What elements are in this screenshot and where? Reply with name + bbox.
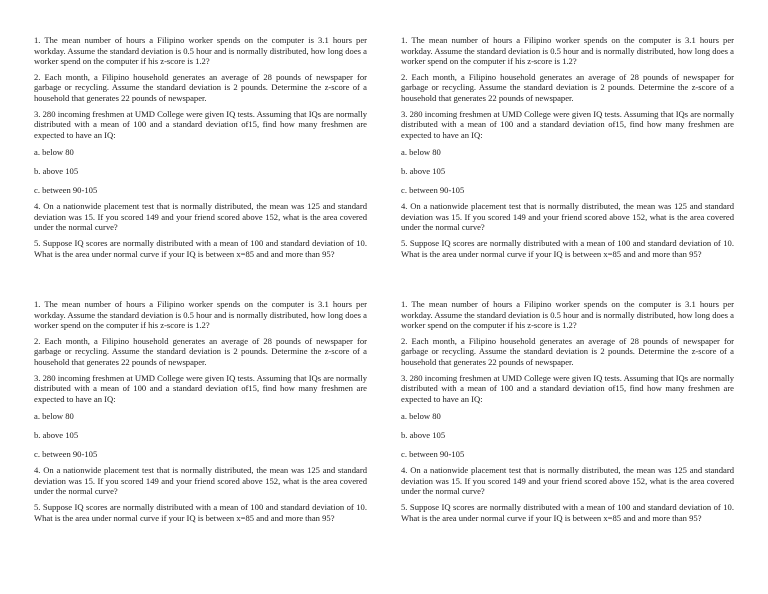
problem-3: 3. 280 incoming freshmen at UMD College were given IQ tests. Assuming that IQs are normally distributed with a mean of 100 and a standard deviation of15, find how many freshmen are expected to have an IQ: bbox=[34, 372, 367, 404]
problem-3: 3. 280 incoming freshmen at UMD College were given IQ tests. Assuming that IQs are normally distributed with a mean of 100 and a standard deviation of15, find how many freshmen are expected to have an IQ: bbox=[401, 108, 734, 140]
worksheet-copy-top-left bbox=[34, 35, 367, 259]
option-b: b. above 105 bbox=[401, 429, 446, 440]
problem-5: 5. Suppose IQ scores are normally distributed with a mean of 100 and standard deviation of 10. What is the area under normal curve if your IQ is between x=85 and and more than 95? bbox=[34, 237, 367, 259]
problem-5: 5. Suppose IQ scores are normally distributed with a mean of 100 and standard deviation of 10. What is the area under normal curve if your IQ is between x=85 and and more than 95? bbox=[401, 501, 734, 523]
option-b: b. above 105 bbox=[401, 165, 446, 176]
problem-1: 1. The mean number of hours a Filipino worker spends on the computer is 3.1 hours per workday. Assume the standard deviation is 0.5 hour and is normally distributed, how long does a worker spend on the computer if his z-score is 1.2? bbox=[34, 299, 367, 331]
option-c: c. between 90-105 bbox=[34, 448, 98, 459]
problem-3: 3. 280 incoming freshmen at UMD College were given IQ tests. Assuming that IQs are normally distributed with a mean of 100 and a standard deviation of15, find how many freshmen are expected to have an IQ: bbox=[401, 372, 734, 404]
problem-4: 4. On a nationwide placement test that is normally distributed, the mean was 125 and standard deviation was 15. If you scored 149 and your friend scored above 152, what is the area covered under the normal curve? bbox=[401, 465, 734, 497]
problem-1: 1. The mean number of hours a Filipino worker spends on the computer is 3.1 hours per workday. Assume the standard deviation is 0.5 hour and is normally distributed, how long does a worker spend on the computer if his z-score is 1.2? bbox=[401, 35, 734, 67]
problem-1: 1. The mean number of hours a Filipino worker spends on the computer is 3.1 hours per workday. Assume the standard deviation is 0.5 hour and is normally distributed, how long does a worker spend on the computer if his z-score is 1.2? bbox=[34, 35, 367, 67]
worksheet-copy-top-right bbox=[401, 35, 734, 259]
option-b: b. above 105 bbox=[34, 429, 79, 440]
problem-4: 4. On a nationwide placement test that is normally distributed, the mean was 125 and standard deviation was 15. If you scored 149 and your friend scored above 152, what is the area covered under the normal curve? bbox=[401, 201, 734, 233]
problem-2: 2. Each month, a Filipino household generates an average of 28 pounds of newspaper for garbage or recycling. Assume the standard deviation is 2 pounds. Determine the z-score of a household that generates 22 pounds of newspaper. bbox=[401, 335, 734, 367]
problem-2: 2. Each month, a Filipino household generates an average of 28 pounds of newspaper for garbage or recycling. Assume the standard deviation is 2 pounds. Determine the z-score of a household that generates 22 pounds of newspaper. bbox=[401, 71, 734, 103]
problem-4: 4. On a nationwide placement test that is normally distributed, the mean was 125 and standard deviation was 15. If you scored 149 and your friend scored above 152, what is the area covered under the normal curve? bbox=[34, 201, 367, 233]
option-a: a. below 80 bbox=[401, 147, 441, 158]
option-a: a. below 80 bbox=[34, 147, 74, 158]
option-c: c. between 90-105 bbox=[401, 448, 465, 459]
worksheet-copy-bottom-right bbox=[401, 299, 734, 523]
option-a: a. below 80 bbox=[401, 411, 441, 422]
problem-2: 2. Each month, a Filipino household generates an average of 28 pounds of newspaper for garbage or recycling. Assume the standard deviation is 2 pounds. Determine the z-score of a household that generates 22 pounds of newspaper. bbox=[34, 335, 367, 367]
worksheet-copy-bottom-left bbox=[34, 299, 367, 523]
problem-5: 5. Suppose IQ scores are normally distributed with a mean of 100 and standard deviation of 10. What is the area under normal curve if your IQ is between x=85 and and more than 95? bbox=[34, 501, 367, 523]
option-b: b. above 105 bbox=[34, 165, 79, 176]
option-a: a. below 80 bbox=[34, 411, 74, 422]
option-c: c. between 90-105 bbox=[34, 184, 98, 195]
problem-4: 4. On a nationwide placement test that is normally distributed, the mean was 125 and standard deviation was 15. If you scored 149 and your friend scored above 152, what is the area covered under the normal curve? bbox=[34, 465, 367, 497]
problem-3: 3. 280 incoming freshmen at UMD College were given IQ tests. Assuming that IQs are normally distributed with a mean of 100 and a standard deviation of15, find how many freshmen are expected to have an IQ: bbox=[34, 108, 367, 140]
problem-5: 5. Suppose IQ scores are normally distributed with a mean of 100 and standard deviation of 10. What is the area under normal curve if your IQ is between x=85 and and more than 95? bbox=[401, 237, 734, 259]
option-c: c. between 90-105 bbox=[401, 184, 465, 195]
problem-2: 2. Each month, a Filipino household generates an average of 28 pounds of newspaper for garbage or recycling. Assume the standard deviation is 2 pounds. Determine the z-score of a household that generates 22 pounds of newspaper. bbox=[34, 71, 367, 103]
problem-1: 1. The mean number of hours a Filipino worker spends on the computer is 3.1 hours per workday. Assume the standard deviation is 0.5 hour and is normally distributed, how long does a worker spend on the computer if his z-score is 1.2? bbox=[401, 299, 734, 331]
